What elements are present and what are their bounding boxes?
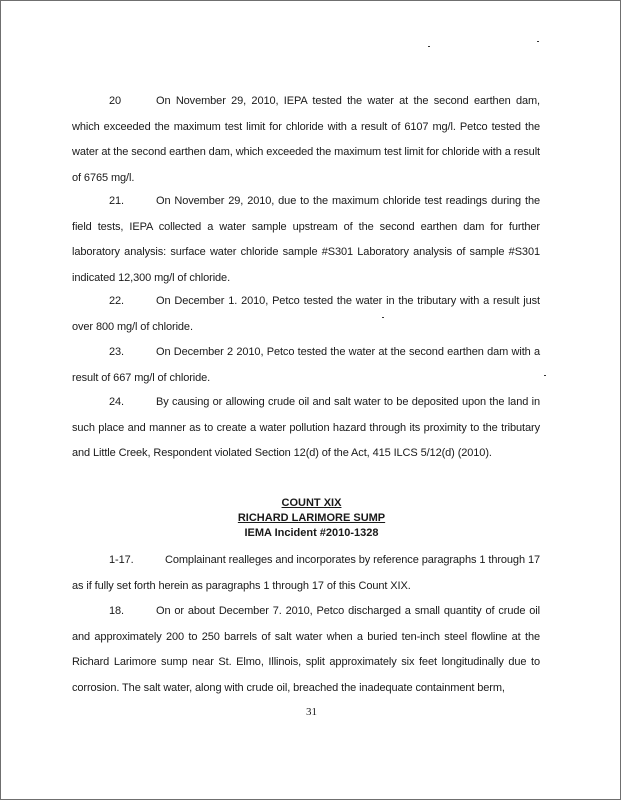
paragraph-23 xyxy=(72,340,540,391)
paragraph-1-17 xyxy=(72,548,540,599)
incident-heading: IEMA Incident #2010-1328 xyxy=(244,527,379,539)
paragraph-22 xyxy=(72,289,540,340)
paragraph-number: 21. xyxy=(109,195,124,207)
paragraph-text: On November 29, 2010, IEPA tested the water at the second earthen dam, which exceeded the maximum test limit for chloride with a result of 6107 mg/l. Petco tested the water at the second earthen dam, which exceeded the maximum test limit for chloride with a result of 6765 mg/l. xyxy=(72,95,540,185)
paragraph-18 xyxy=(72,599,540,702)
paragraph-text: On or about December 7. 2010, Petco discharged a small quantity of crude oil and approximately 200 to 250 barrels of salt water when a buried ten-inch steel flowline at the Richard Larimore sump near St. Elmo, Illinois, split approximately six feet longitudinally due to corrosion. The salt water, along with crude oil, breached the inadequate containment berm, xyxy=(72,605,540,695)
paragraph-number: 22. xyxy=(109,295,124,307)
paragraph-24 xyxy=(72,390,540,467)
paragraph-21 xyxy=(72,189,540,292)
scan-speck xyxy=(428,46,430,47)
paragraph-number: 18. xyxy=(109,605,124,617)
paragraph-text: On December 1. 2010, Petco tested the water in the tributary with a result just over 800 mg/l of chloride. xyxy=(72,295,540,333)
paragraph-number: 24. xyxy=(109,396,124,408)
paragraph-number: 1-17. xyxy=(109,554,134,566)
page-number: 31 xyxy=(306,706,317,718)
count-heading: COUNT XIX xyxy=(281,497,342,509)
paragraph-20 xyxy=(72,89,540,192)
scan-speck xyxy=(537,41,539,42)
paragraph-number: 20 xyxy=(109,95,122,107)
paragraph-text: Complainant realleges and incorporates by reference paragraphs 1 through 17 as if fully set forth herein as paragraphs 1 through 17 of this Count XIX. xyxy=(72,554,540,592)
scan-speck xyxy=(544,375,546,376)
site-heading: RICHARD LARIMORE SUMP xyxy=(237,512,386,524)
paragraph-number: 23. xyxy=(109,346,124,358)
paragraph-text: By causing or allowing crude oil and salt water to be deposited upon the land in such place and manner as to create a water pollution hazard through its proximity to the tributary and Little Creek, Respondent violated Section 12(d) of the Act, 415 ILCS 5/12(d) (2010). xyxy=(72,396,540,460)
paragraph-text: On December 2 2010, Petco tested the water at the second earthen dam with a result of 667 mg/l of chloride. xyxy=(72,346,540,384)
paragraph-text: On November 29, 2010, due to the maximum chloride test readings during the field tests, IEPA collected a water sample upstream of the second earthen dam for further laboratory analysis: surface water chloride sample #S301 Laboratory analysis of sample #S301 indicated 12,300 mg/l of chloride. xyxy=(72,195,540,285)
